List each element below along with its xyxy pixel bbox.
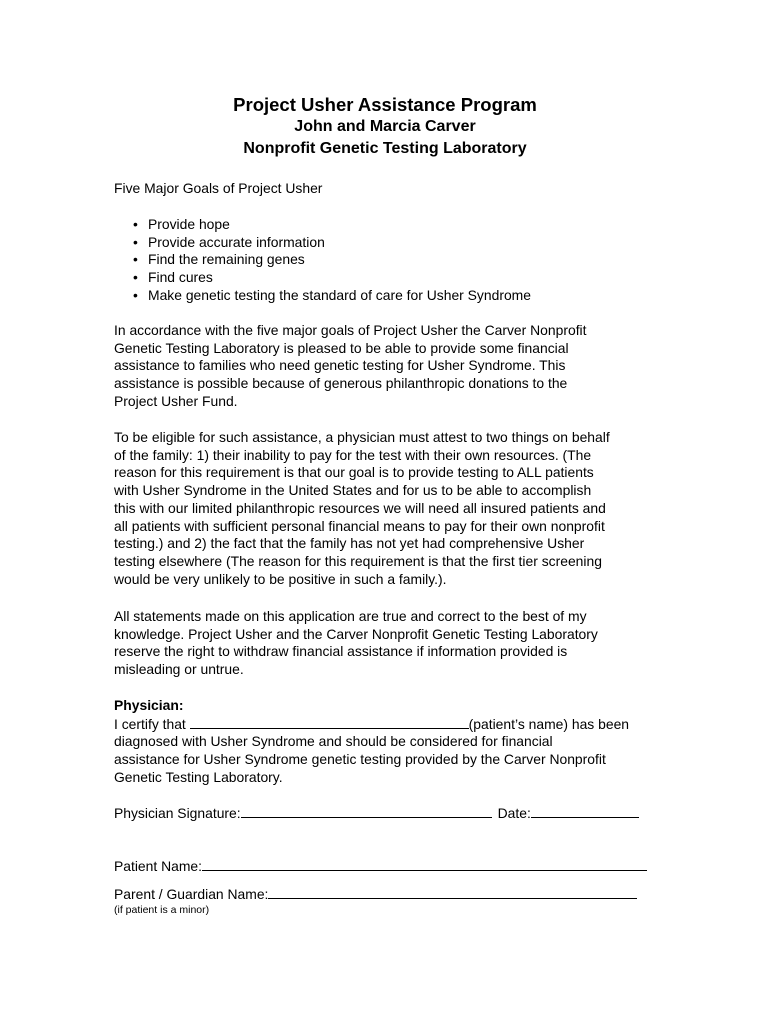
date-label: Date: [497,805,531,821]
paragraph-program-intro: In accordance with the five major goals of Project Usher the Carver Nonprofit Genetic Testing Laboratory is pleased to be able to provide some financial assistance to families who need genetic testing for Usher Syndrome. This assistance is possible because of generous philanthropic donations to the Project Usher Fund. [114,322,587,409]
bullet-icon: • [133,233,138,250]
list-item: • Make genetic testing the standard of care for Usher Syndrome [133,286,531,303]
patient-name-label: Patient Name: [114,858,203,874]
patient-name-blank[interactable] [190,715,469,729]
document-title: Project Usher Assistance Program [233,94,537,115]
goals-list [133,216,531,305]
physician-label: Physician: [114,697,184,713]
document-subtitle-names: John and Marcia Carver [294,118,476,135]
document-subtitle-lab: Nonprofit Genetic Testing Laboratory [243,139,527,157]
paragraph-eligibility: To be eligible for such assistance, a physician must attest to two things on behalf of the family: 1) their inability to pay for the test with their own resources. (The reason for this requirement is that our goal is to provide testing to ALL patients with Usher Syndrome in the United States and for us to be able to accomplish this with our limited philanthropic resources we will need all insured patients and all patients with sufficient personal financial means to pay for their own nonprofit testing.) and 2) the fact that the family has not yet had comprehensive Usher testing elsewhere (The reason for this requirement is that the first tier screening would be very unlikely to be positive in such a family.). [114,429,610,587]
date-field[interactable] [531,804,639,818]
list-item: • Find cures [133,269,213,286]
certify-line: I certify that (patient’s name) has been [114,715,630,732]
physician-signature-row [114,804,639,823]
bullet-icon: • [133,251,138,268]
parent-guardian-row [114,885,637,904]
physician-signature-field[interactable] [241,804,492,818]
list-item: • Provide hope [133,216,230,232]
parent-guardian-label: Parent / Guardian Name: [114,886,269,902]
paragraph-statements: All statements made on this application are true and correct to the best of my knowledge. Project Usher and the Carver Nonprofit Genetic Testing Laboratory reserve the right to withdraw financial assistance if information provided is misleading or untrue. [114,608,598,678]
list-item: • Provide accurate information [133,233,325,250]
physician-signature-label: Physician Signature: [114,805,241,821]
minor-note: (if patient is a minor) [114,904,210,916]
patient-name-row [114,857,647,876]
parent-guardian-field[interactable] [268,885,637,899]
bullet-icon: • [133,286,138,303]
physician-certification: Physician: I certify that (patient’s name) has been diagnosed with Usher Syndrome and should be considered for financial assistance for Usher Syndrome genetic testing provided by the Carver Nonprofit Genetic Testing Laboratory. [114,697,659,787]
patient-name-field[interactable] [202,857,647,871]
goals-heading: Five Major Goals of Project Usher [114,180,323,196]
bullet-icon: • [133,269,138,286]
document-header [0,94,770,159]
list-item: • Find the remaining genes [133,251,305,268]
bullet-icon: • [133,216,138,232]
